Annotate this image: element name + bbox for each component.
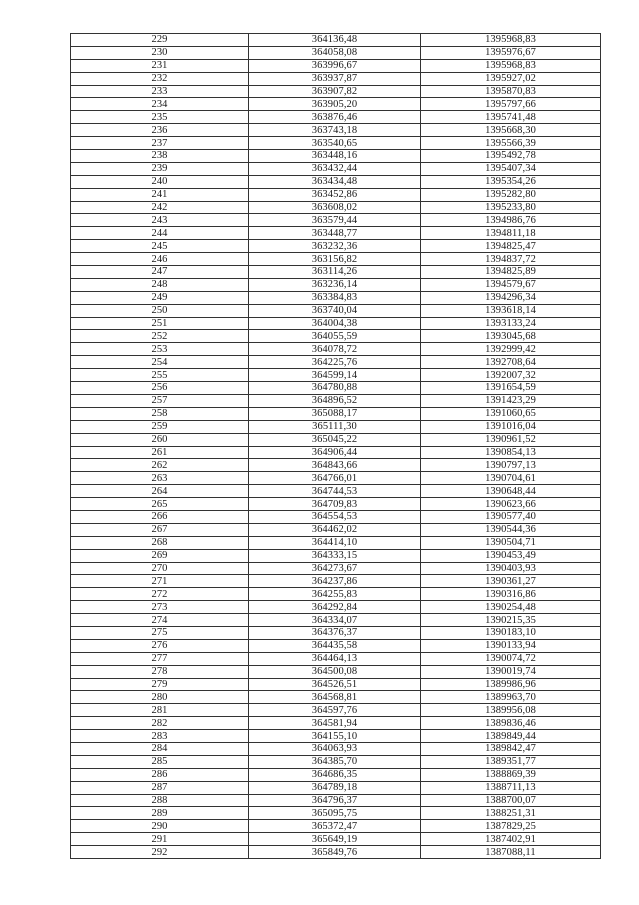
- y-coordinate-cell: 1394825,89: [421, 266, 601, 279]
- point-number-cell: 239: [71, 162, 249, 175]
- y-coordinate-cell: 1395354,26: [421, 175, 601, 188]
- x-coordinate-cell: 363876,46: [249, 111, 421, 124]
- y-coordinate-cell: 1391423,29: [421, 394, 601, 407]
- table-row: [71, 46, 601, 59]
- point-number-cell: 257: [71, 394, 249, 407]
- table-row: [71, 85, 601, 98]
- x-coordinate-cell: 364334,07: [249, 614, 421, 627]
- table-row: [71, 755, 601, 768]
- table-row: [71, 833, 601, 846]
- table-row: [71, 626, 601, 639]
- table-row: [71, 498, 601, 511]
- point-number-cell: 253: [71, 343, 249, 356]
- x-coordinate-cell: 364255,83: [249, 588, 421, 601]
- y-coordinate-cell: 1389956,08: [421, 704, 601, 717]
- table-row: [71, 98, 601, 111]
- table-row: [71, 704, 601, 717]
- coordinate-table: [70, 33, 601, 859]
- point-number-cell: 234: [71, 98, 249, 111]
- y-coordinate-cell: 1395870,83: [421, 85, 601, 98]
- table-row: [71, 356, 601, 369]
- table-row: [71, 394, 601, 407]
- x-coordinate-cell: 364796,37: [249, 794, 421, 807]
- y-coordinate-cell: 1392708,64: [421, 356, 601, 369]
- y-coordinate-cell: 1389351,77: [421, 755, 601, 768]
- point-number-cell: 243: [71, 214, 249, 227]
- y-coordinate-cell: 1390074,72: [421, 652, 601, 665]
- x-coordinate-cell: 364709,83: [249, 498, 421, 511]
- table-row: [71, 227, 601, 240]
- point-number-cell: 292: [71, 846, 249, 859]
- point-number-cell: 268: [71, 536, 249, 549]
- x-coordinate-cell: 364376,37: [249, 626, 421, 639]
- point-number-cell: 266: [71, 510, 249, 523]
- y-coordinate-cell: 1389842,47: [421, 742, 601, 755]
- table-row: [71, 240, 601, 253]
- x-coordinate-cell: 364554,53: [249, 510, 421, 523]
- x-coordinate-cell: 364414,10: [249, 536, 421, 549]
- y-coordinate-cell: 1392007,32: [421, 369, 601, 382]
- y-coordinate-cell: 1391060,65: [421, 407, 601, 420]
- table-row: [71, 510, 601, 523]
- y-coordinate-cell: 1387088,11: [421, 846, 601, 859]
- x-coordinate-cell: 364526,51: [249, 678, 421, 691]
- x-coordinate-cell: 363384,83: [249, 291, 421, 304]
- x-coordinate-cell: 364896,52: [249, 394, 421, 407]
- point-number-cell: 264: [71, 485, 249, 498]
- table-row: [71, 266, 601, 279]
- coordinate-table-body: [71, 34, 601, 859]
- y-coordinate-cell: 1390577,40: [421, 510, 601, 523]
- table-row: [71, 72, 601, 85]
- x-coordinate-cell: 364500,08: [249, 665, 421, 678]
- x-coordinate-cell: 363156,82: [249, 253, 421, 266]
- table-row: [71, 575, 601, 588]
- table-row: [71, 382, 601, 395]
- x-coordinate-cell: 363448,16: [249, 150, 421, 163]
- table-row: [71, 59, 601, 72]
- x-coordinate-cell: 364273,67: [249, 562, 421, 575]
- y-coordinate-cell: 1395797,66: [421, 98, 601, 111]
- point-number-cell: 254: [71, 356, 249, 369]
- x-coordinate-cell: 364568,81: [249, 691, 421, 704]
- y-coordinate-cell: 1395741,48: [421, 111, 601, 124]
- table-row: [71, 150, 601, 163]
- point-number-cell: 272: [71, 588, 249, 601]
- point-number-cell: 274: [71, 614, 249, 627]
- x-coordinate-cell: 365849,76: [249, 846, 421, 859]
- y-coordinate-cell: 1395566,39: [421, 137, 601, 150]
- table-row: [71, 601, 601, 614]
- point-number-cell: 237: [71, 137, 249, 150]
- y-coordinate-cell: 1390019,74: [421, 665, 601, 678]
- point-number-cell: 261: [71, 446, 249, 459]
- point-number-cell: 242: [71, 201, 249, 214]
- x-coordinate-cell: 365111,30: [249, 420, 421, 433]
- point-number-cell: 245: [71, 240, 249, 253]
- point-number-cell: 229: [71, 34, 249, 47]
- point-number-cell: 230: [71, 46, 249, 59]
- y-coordinate-cell: 1389836,46: [421, 717, 601, 730]
- table-row: [71, 175, 601, 188]
- x-coordinate-cell: 365088,17: [249, 407, 421, 420]
- table-row: [71, 652, 601, 665]
- point-number-cell: 267: [71, 523, 249, 536]
- x-coordinate-cell: 364136,48: [249, 34, 421, 47]
- y-coordinate-cell: 1394296,34: [421, 291, 601, 304]
- table-row: [71, 678, 601, 691]
- y-coordinate-cell: 1388700,07: [421, 794, 601, 807]
- table-row: [71, 446, 601, 459]
- y-coordinate-cell: 1391654,59: [421, 382, 601, 395]
- x-coordinate-cell: 364906,44: [249, 446, 421, 459]
- table-row: [71, 291, 601, 304]
- x-coordinate-cell: 363905,20: [249, 98, 421, 111]
- point-number-cell: 282: [71, 717, 249, 730]
- x-coordinate-cell: 364766,01: [249, 472, 421, 485]
- x-coordinate-cell: 363937,87: [249, 72, 421, 85]
- point-number-cell: 246: [71, 253, 249, 266]
- table-row: [71, 111, 601, 124]
- point-number-cell: 285: [71, 755, 249, 768]
- y-coordinate-cell: 1395233,80: [421, 201, 601, 214]
- y-coordinate-cell: 1395927,02: [421, 72, 601, 85]
- y-coordinate-cell: 1388251,31: [421, 807, 601, 820]
- y-coordinate-cell: 1390704,61: [421, 472, 601, 485]
- x-coordinate-cell: 364237,86: [249, 575, 421, 588]
- table-row: [71, 794, 601, 807]
- y-coordinate-cell: 1390183,10: [421, 626, 601, 639]
- table-row: [71, 549, 601, 562]
- point-number-cell: 241: [71, 188, 249, 201]
- point-number-cell: 231: [71, 59, 249, 72]
- point-number-cell: 287: [71, 781, 249, 794]
- table-row: [71, 188, 601, 201]
- y-coordinate-cell: 1390797,13: [421, 459, 601, 472]
- point-number-cell: 263: [71, 472, 249, 485]
- table-row: [71, 485, 601, 498]
- table-row: [71, 330, 601, 343]
- y-coordinate-cell: 1387829,25: [421, 820, 601, 833]
- point-number-cell: 249: [71, 291, 249, 304]
- x-coordinate-cell: 364058,08: [249, 46, 421, 59]
- point-number-cell: 286: [71, 768, 249, 781]
- y-coordinate-cell: 1393618,14: [421, 304, 601, 317]
- table-row: [71, 665, 601, 678]
- y-coordinate-cell: 1394986,76: [421, 214, 601, 227]
- y-coordinate-cell: 1390133,94: [421, 639, 601, 652]
- point-number-cell: 270: [71, 562, 249, 575]
- y-coordinate-cell: 1393133,24: [421, 317, 601, 330]
- table-row: [71, 523, 601, 536]
- y-coordinate-cell: 1393045,68: [421, 330, 601, 343]
- point-number-cell: 275: [71, 626, 249, 639]
- y-coordinate-cell: 1390403,93: [421, 562, 601, 575]
- table-row: [71, 253, 601, 266]
- x-coordinate-cell: 364055,59: [249, 330, 421, 343]
- y-coordinate-cell: 1389963,70: [421, 691, 601, 704]
- y-coordinate-cell: 1390623,66: [421, 498, 601, 511]
- point-number-cell: 248: [71, 278, 249, 291]
- x-coordinate-cell: 364078,72: [249, 343, 421, 356]
- y-coordinate-cell: 1395668,30: [421, 124, 601, 137]
- x-coordinate-cell: 363579,44: [249, 214, 421, 227]
- y-coordinate-cell: 1395407,34: [421, 162, 601, 175]
- y-coordinate-cell: 1389849,44: [421, 730, 601, 743]
- table-row: [71, 768, 601, 781]
- point-number-cell: 251: [71, 317, 249, 330]
- table-row: [71, 820, 601, 833]
- x-coordinate-cell: 364063,93: [249, 742, 421, 755]
- table-row: [71, 742, 601, 755]
- point-number-cell: 259: [71, 420, 249, 433]
- point-number-cell: 258: [71, 407, 249, 420]
- point-number-cell: 262: [71, 459, 249, 472]
- x-coordinate-cell: 363114,26: [249, 266, 421, 279]
- point-number-cell: 240: [71, 175, 249, 188]
- table-row: [71, 588, 601, 601]
- y-coordinate-cell: 1390648,44: [421, 485, 601, 498]
- point-number-cell: 232: [71, 72, 249, 85]
- point-number-cell: 247: [71, 266, 249, 279]
- x-coordinate-cell: 363740,04: [249, 304, 421, 317]
- x-coordinate-cell: 364225,76: [249, 356, 421, 369]
- x-coordinate-cell: 365045,22: [249, 433, 421, 446]
- table-row: [71, 781, 601, 794]
- point-number-cell: 281: [71, 704, 249, 717]
- y-coordinate-cell: 1394579,67: [421, 278, 601, 291]
- y-coordinate-cell: 1395282,80: [421, 188, 601, 201]
- y-coordinate-cell: 1390254,48: [421, 601, 601, 614]
- table-row: [71, 459, 601, 472]
- point-number-cell: 273: [71, 601, 249, 614]
- y-coordinate-cell: 1388711,13: [421, 781, 601, 794]
- x-coordinate-cell: 364843,66: [249, 459, 421, 472]
- x-coordinate-cell: 363996,67: [249, 59, 421, 72]
- table-row: [71, 639, 601, 652]
- x-coordinate-cell: 365649,19: [249, 833, 421, 846]
- table-row: [71, 304, 601, 317]
- x-coordinate-cell: 363743,18: [249, 124, 421, 137]
- y-coordinate-cell: 1388869,39: [421, 768, 601, 781]
- point-number-cell: 280: [71, 691, 249, 704]
- y-coordinate-cell: 1395968,83: [421, 34, 601, 47]
- table-row: [71, 278, 601, 291]
- x-coordinate-cell: 364780,88: [249, 382, 421, 395]
- x-coordinate-cell: 364744,53: [249, 485, 421, 498]
- y-coordinate-cell: 1390361,27: [421, 575, 601, 588]
- x-coordinate-cell: 364292,84: [249, 601, 421, 614]
- y-coordinate-cell: 1395492,78: [421, 150, 601, 163]
- table-row: [71, 846, 601, 859]
- table-row: [71, 162, 601, 175]
- point-number-cell: 236: [71, 124, 249, 137]
- y-coordinate-cell: 1395976,67: [421, 46, 601, 59]
- x-coordinate-cell: 363608,02: [249, 201, 421, 214]
- point-number-cell: 233: [71, 85, 249, 98]
- table-row: [71, 420, 601, 433]
- y-coordinate-cell: 1390544,36: [421, 523, 601, 536]
- point-number-cell: 265: [71, 498, 249, 511]
- y-coordinate-cell: 1394825,47: [421, 240, 601, 253]
- y-coordinate-cell: 1390504,71: [421, 536, 601, 549]
- point-number-cell: 271: [71, 575, 249, 588]
- table-row: [71, 124, 601, 137]
- y-coordinate-cell: 1394811,18: [421, 227, 601, 240]
- point-number-cell: 277: [71, 652, 249, 665]
- point-number-cell: 284: [71, 742, 249, 755]
- point-number-cell: 283: [71, 730, 249, 743]
- table-row: [71, 691, 601, 704]
- point-number-cell: 278: [71, 665, 249, 678]
- table-row: [71, 536, 601, 549]
- y-coordinate-cell: 1395968,83: [421, 59, 601, 72]
- table-row: [71, 433, 601, 446]
- x-coordinate-cell: 364581,94: [249, 717, 421, 730]
- table-row: [71, 472, 601, 485]
- table-row: [71, 317, 601, 330]
- point-number-cell: 256: [71, 382, 249, 395]
- point-number-cell: 250: [71, 304, 249, 317]
- x-coordinate-cell: 364333,15: [249, 549, 421, 562]
- y-coordinate-cell: 1390316,86: [421, 588, 601, 601]
- table-row: [71, 407, 601, 420]
- point-number-cell: 238: [71, 150, 249, 163]
- table-row: [71, 214, 601, 227]
- table-row: [71, 369, 601, 382]
- x-coordinate-cell: 364004,38: [249, 317, 421, 330]
- x-coordinate-cell: 365095,75: [249, 807, 421, 820]
- y-coordinate-cell: 1389986,96: [421, 678, 601, 691]
- table-row: [71, 34, 601, 47]
- x-coordinate-cell: 364597,76: [249, 704, 421, 717]
- y-coordinate-cell: 1394837,72: [421, 253, 601, 266]
- table-row: [71, 201, 601, 214]
- x-coordinate-cell: 364686,35: [249, 768, 421, 781]
- x-coordinate-cell: 364385,70: [249, 755, 421, 768]
- x-coordinate-cell: 363540,65: [249, 137, 421, 150]
- y-coordinate-cell: 1387402,91: [421, 833, 601, 846]
- point-number-cell: 279: [71, 678, 249, 691]
- x-coordinate-cell: 364155,10: [249, 730, 421, 743]
- y-coordinate-cell: 1390453,49: [421, 549, 601, 562]
- x-coordinate-cell: 363232,36: [249, 240, 421, 253]
- point-number-cell: 235: [71, 111, 249, 124]
- y-coordinate-cell: 1390854,13: [421, 446, 601, 459]
- x-coordinate-cell: 363907,82: [249, 85, 421, 98]
- point-number-cell: 290: [71, 820, 249, 833]
- point-number-cell: 288: [71, 794, 249, 807]
- table-row: [71, 562, 601, 575]
- table-row: [71, 614, 601, 627]
- x-coordinate-cell: 364789,18: [249, 781, 421, 794]
- x-coordinate-cell: 363434,48: [249, 175, 421, 188]
- point-number-cell: 289: [71, 807, 249, 820]
- point-number-cell: 244: [71, 227, 249, 240]
- table-row: [71, 730, 601, 743]
- x-coordinate-cell: 363448,77: [249, 227, 421, 240]
- x-coordinate-cell: 364464,13: [249, 652, 421, 665]
- x-coordinate-cell: 365372,47: [249, 820, 421, 833]
- table-row: [71, 137, 601, 150]
- point-number-cell: 255: [71, 369, 249, 382]
- table-row: [71, 807, 601, 820]
- y-coordinate-cell: 1390961,52: [421, 433, 601, 446]
- point-number-cell: 260: [71, 433, 249, 446]
- x-coordinate-cell: 363236,14: [249, 278, 421, 291]
- x-coordinate-cell: 363452,86: [249, 188, 421, 201]
- point-number-cell: 269: [71, 549, 249, 562]
- point-number-cell: 291: [71, 833, 249, 846]
- table-row: [71, 717, 601, 730]
- y-coordinate-cell: 1391016,04: [421, 420, 601, 433]
- x-coordinate-cell: 364462,02: [249, 523, 421, 536]
- point-number-cell: 276: [71, 639, 249, 652]
- x-coordinate-cell: 364599,14: [249, 369, 421, 382]
- y-coordinate-cell: 1390215,35: [421, 614, 601, 627]
- x-coordinate-cell: 363432,44: [249, 162, 421, 175]
- y-coordinate-cell: 1392999,42: [421, 343, 601, 356]
- table-row: [71, 343, 601, 356]
- point-number-cell: 252: [71, 330, 249, 343]
- x-coordinate-cell: 364435,58: [249, 639, 421, 652]
